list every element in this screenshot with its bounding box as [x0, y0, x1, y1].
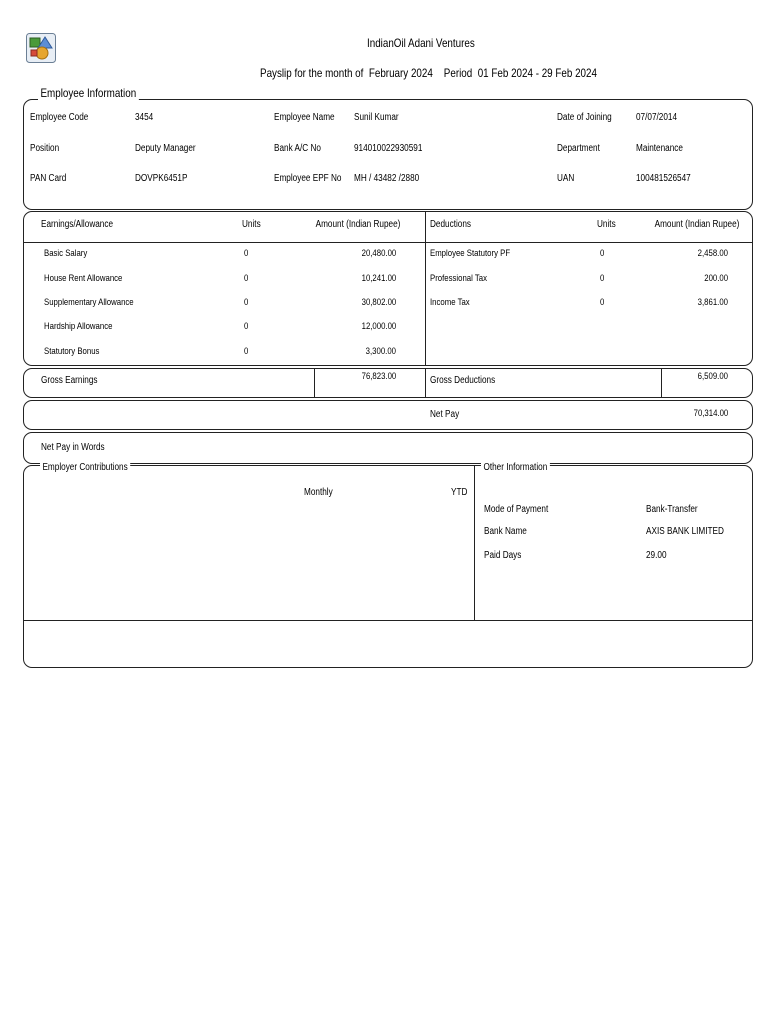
payslip-label: Payslip for the month of: [260, 66, 364, 80]
earnings-row-name: Basic Salary: [44, 248, 88, 259]
deductions-row-amount: 200.00: [704, 273, 728, 284]
deductions-header-amount: Amount (Indian Rupee): [654, 219, 739, 230]
mode-of-payment-value: Bank-Transfer: [646, 504, 698, 515]
earnings-row-amount: 3,300.00: [365, 346, 396, 357]
gross-earnings-divider: [314, 369, 315, 397]
deductions-row-units: 0: [600, 273, 605, 284]
net-pay-amount: 70,314.00: [693, 408, 728, 419]
uan-label: UAN: [557, 173, 575, 184]
earnings-row-units: 0: [244, 346, 249, 357]
deductions-row-name: Income Tax: [430, 297, 470, 308]
earnings-header-title: Earnings/Allowance: [41, 219, 114, 230]
bank-name-label: Bank Name: [484, 526, 527, 537]
earnings-deductions-table: [23, 211, 753, 366]
net-pay-row: [23, 400, 753, 430]
earnings-row-units: 0: [244, 248, 249, 259]
earnings-row-amount: 20,480.00: [361, 248, 396, 259]
pan-value: DOVPK6451P: [135, 173, 188, 184]
date-of-joining-value: 07/07/2014: [636, 112, 678, 123]
earnings-header-amount: Amount (Indian Rupee): [315, 219, 400, 230]
epf-value: MH / 43482 /2880: [354, 173, 420, 184]
employee-name-label: Employee Name: [274, 112, 335, 123]
date-of-joining-label: Date of Joining: [557, 112, 612, 123]
earnings-row-name: House Rent Allowance: [44, 273, 123, 284]
period-label: Period: [443, 66, 473, 80]
net-pay-words-row: [23, 432, 753, 464]
earnings-row-units: 0: [244, 297, 249, 308]
table-header-divider: [24, 242, 752, 243]
earnings-row-amount: 10,241.00: [361, 273, 396, 284]
mode-of-payment-label: Mode of Payment: [484, 504, 549, 515]
earnings-row-units: 0: [244, 321, 249, 332]
company-logo-icon: [26, 33, 56, 63]
payslip-month: February 2024: [368, 66, 433, 80]
employee-info-title: Employee Information: [38, 86, 139, 100]
deductions-header-units: Units: [597, 219, 616, 230]
gross-deductions-amount: 6,509.00: [697, 371, 728, 382]
employee-name-value: Sunil Kumar: [354, 112, 399, 123]
gross-earnings-label: Gross Earnings: [41, 375, 98, 386]
payslip-month-label: [260, 66, 597, 80]
deductions-header-title: Deductions: [430, 219, 472, 230]
employee-code-label: Employee Code: [30, 112, 89, 123]
epf-label: Employee EPF No: [274, 173, 342, 184]
net-pay-words-label: Net Pay in Words: [41, 442, 105, 453]
earnings-row-amount: 30,802.00: [361, 297, 396, 308]
position-value: Deputy Manager: [135, 143, 196, 154]
earnings-row-name: Statutory Bonus: [44, 346, 100, 357]
employer-contributions-title: Employer Contributions: [40, 462, 130, 473]
net-pay-label: Net Pay: [430, 409, 460, 420]
contributions-divider: [474, 466, 475, 620]
gross-center-divider: [425, 369, 426, 397]
uan-value: 100481526547: [636, 173, 691, 184]
ytd-header: YTD: [451, 487, 468, 498]
period-range: 01 Feb 2024 - 29 Feb 2024: [477, 66, 597, 80]
deductions-row-amount: 2,458.00: [697, 248, 728, 259]
department-label: Department: [557, 143, 600, 154]
deductions-row-name: Employee Statutory PF: [430, 248, 511, 259]
department-value: Maintenance: [636, 143, 683, 154]
gross-deductions-divider: [661, 369, 662, 397]
monthly-header: Monthly: [304, 487, 333, 498]
contributions-bottom-divider: [24, 620, 752, 621]
table-center-divider: [425, 212, 426, 365]
gross-earnings-amount: 76,823.00: [361, 371, 396, 382]
earnings-row-amount: 12,000.00: [361, 321, 396, 332]
bank-ac-value: 914010022930591: [354, 143, 423, 154]
gross-deductions-label: Gross Deductions: [430, 375, 496, 386]
employee-code-value: 3454: [135, 112, 154, 123]
deductions-row-name: Professional Tax: [430, 273, 488, 284]
earnings-header-units: Units: [242, 219, 261, 230]
earnings-row-name: Supplementary Allowance: [44, 297, 134, 308]
earnings-row-name: Hardship Allowance: [44, 321, 113, 332]
deductions-row-amount: 3,861.00: [697, 297, 728, 308]
bank-name-value: AXIS BANK LIMITED: [646, 526, 724, 537]
contributions-box: [23, 465, 753, 668]
paid-days-value: 29.00: [646, 550, 667, 561]
position-label: Position: [30, 143, 60, 154]
pan-label: PAN Card: [30, 173, 67, 184]
earnings-row-units: 0: [244, 273, 249, 284]
other-info-title: Other Information: [481, 462, 550, 473]
deductions-row-units: 0: [600, 248, 605, 259]
company-name: IndianOil Adani Ventures: [367, 36, 475, 50]
paid-days-label: Paid Days: [484, 550, 522, 561]
bank-ac-label: Bank A/C No: [274, 143, 321, 154]
deductions-row-units: 0: [600, 297, 605, 308]
